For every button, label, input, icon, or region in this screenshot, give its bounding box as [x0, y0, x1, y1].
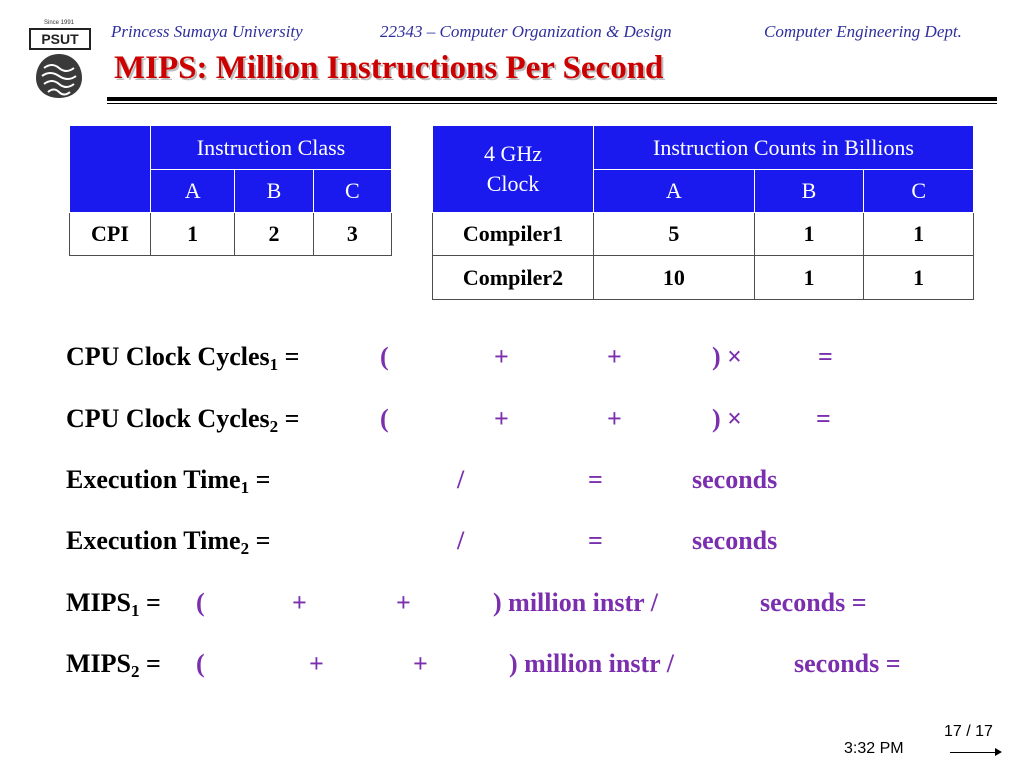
- equation-mips-1: [66, 588, 161, 621]
- cycles2-plus1: +: [494, 404, 509, 433]
- mips2-plus1: +: [309, 649, 324, 678]
- cpi-table-header: Instruction Class: [151, 126, 392, 170]
- eq-label: CPU Clock Cycles: [66, 342, 270, 371]
- eq-equals: =: [139, 588, 161, 617]
- mips1-unit: seconds =: [760, 588, 867, 617]
- count-c: 1: [864, 213, 974, 256]
- title-divider-thin: [107, 103, 997, 104]
- cycles2-close: ) ×: [712, 404, 742, 433]
- equation-mips-2: [66, 649, 161, 682]
- next-arrow-icon[interactable]: [950, 752, 1000, 753]
- eq-label: MIPS: [66, 588, 131, 617]
- mips2-plus2: +: [413, 649, 428, 678]
- cpi-value-a: 1: [151, 213, 235, 256]
- eq-label: CPU Clock Cycles: [66, 404, 270, 433]
- cpi-table: [69, 125, 392, 256]
- counts-class-c: C: [864, 170, 974, 213]
- mips2-unit: seconds =: [794, 649, 901, 678]
- mips1-plus1: +: [292, 588, 307, 617]
- count-c: 1: [864, 256, 974, 300]
- count-b: 1: [754, 213, 864, 256]
- time2-unit: seconds: [692, 526, 778, 555]
- eq-equals: =: [249, 465, 271, 494]
- equation-time-2: [66, 526, 270, 559]
- mips1-plus2: +: [396, 588, 411, 617]
- eq-subscript: 1: [131, 601, 140, 620]
- cpi-class-a: A: [151, 170, 235, 213]
- clock-corner-line1: 4 GHz: [483, 141, 543, 166]
- eq-equals: =: [249, 526, 271, 555]
- logo-name: PSUT: [29, 28, 91, 50]
- cpi-value-c: 3: [313, 213, 391, 256]
- eq-label: Execution Time: [66, 465, 241, 494]
- equation-time-1: [66, 465, 270, 498]
- header-department: Computer Engineering Dept.: [764, 22, 962, 41]
- table-row: [433, 256, 974, 300]
- equation-cycles-2: [66, 404, 299, 437]
- row-label: Compiler1: [433, 213, 594, 256]
- clock-corner-line2: Clock: [486, 171, 540, 196]
- eq-subscript: 1: [240, 478, 250, 497]
- cycles2-open: (: [380, 404, 389, 433]
- header-university: Princess Sumaya University: [111, 22, 303, 41]
- cycles1-plus1: +: [494, 342, 509, 371]
- title-divider: [107, 97, 997, 101]
- eq-subscript: 2: [131, 662, 140, 681]
- cycles2-plus2: +: [607, 404, 622, 433]
- eq-subscript: 2: [269, 417, 279, 436]
- cpi-class-c: C: [313, 170, 391, 213]
- page-number: 17 / 17: [944, 723, 993, 740]
- cpi-table-corner: [70, 126, 151, 213]
- time2-slash: /: [457, 526, 465, 555]
- mips2-close: ) million instr /: [509, 649, 674, 678]
- eq-equals: =: [278, 404, 300, 433]
- cpi-class-b: B: [235, 170, 313, 213]
- mips1-open: (: [196, 588, 205, 617]
- eq-equals: =: [139, 649, 161, 678]
- time2-equals: =: [588, 526, 603, 555]
- cycles1-plus2: +: [607, 342, 622, 371]
- time1-unit: seconds: [692, 465, 778, 494]
- counts-class-b: B: [754, 170, 864, 213]
- count-a: 5: [594, 213, 755, 256]
- logo-emblem-icon: [32, 52, 86, 100]
- instruction-counts-table: [432, 125, 974, 300]
- eq-label: MIPS: [66, 649, 131, 678]
- table-row: [433, 213, 974, 256]
- eq-label: Execution Time: [66, 526, 241, 555]
- cycles1-result-equals: =: [818, 342, 833, 371]
- cpi-row-label: CPI: [70, 213, 151, 256]
- cycles1-close: ) ×: [712, 342, 742, 371]
- counts-class-a: A: [594, 170, 755, 213]
- cycles1-open: (: [380, 342, 389, 371]
- clock-time: 3:32 PM: [844, 740, 904, 757]
- time1-equals: =: [588, 465, 603, 494]
- cpi-value-b: 2: [235, 213, 313, 256]
- counts-table-header: Instruction Counts in Billions: [594, 126, 974, 170]
- equation-cycles-1: [66, 342, 299, 375]
- mips1-close: ) million instr /: [493, 588, 658, 617]
- slide-title: MIPS: Million Instructions Per Second: [114, 50, 664, 86]
- clock-corner-cell: [433, 126, 594, 213]
- count-a: 10: [594, 256, 755, 300]
- count-b: 1: [754, 256, 864, 300]
- eq-subscript: 1: [269, 355, 279, 374]
- time1-slash: /: [457, 465, 465, 494]
- psut-logo: [28, 20, 90, 102]
- eq-equals: =: [278, 342, 300, 371]
- logo-since-text: Since 1991: [43, 20, 75, 26]
- cycles2-result-equals: =: [816, 404, 831, 433]
- header-course: 22343 – Computer Organization & Design: [380, 22, 672, 41]
- mips2-open: (: [196, 649, 205, 678]
- row-label: Compiler2: [433, 256, 594, 300]
- eq-subscript: 2: [240, 539, 250, 558]
